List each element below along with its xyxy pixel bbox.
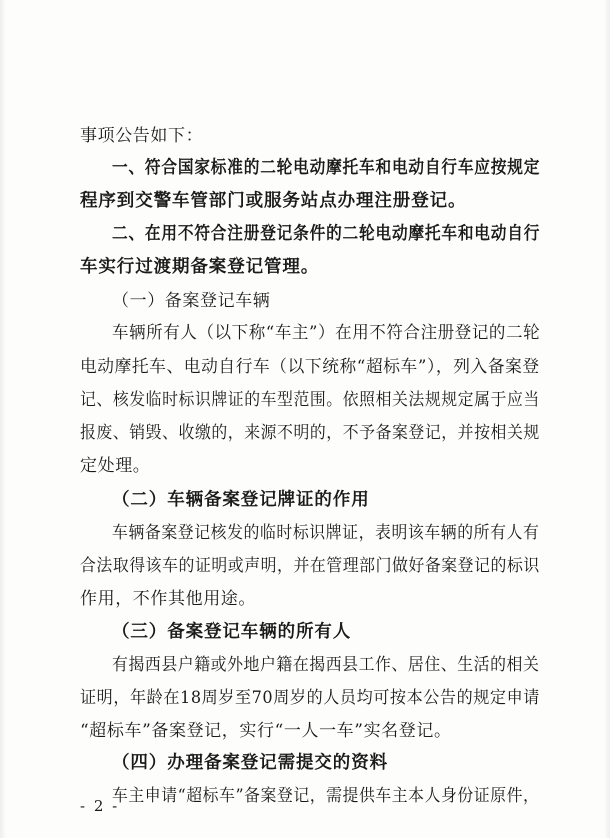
scan-edge-left xyxy=(0,0,6,838)
section-heading: 二、在用不符合注册登记条件的二轮电动摩托车和电动自行 xyxy=(112,224,541,244)
subsection-heading: （三）备案登记车辆的所有人 xyxy=(112,622,352,642)
text-line: 定处理。 xyxy=(80,456,151,476)
text-line: 证明，年龄在18周岁至70周岁的人员均可按本公告的规定申请 xyxy=(80,688,540,708)
section-heading: 车实行过渡期备案登记管理。 xyxy=(80,257,320,277)
text-line: 电动摩托车、电动自行车（以下统称“超标车”），列入备案登 xyxy=(80,357,540,377)
text-line: 车辆所有人（以下称“车主”）在用不符合注册登记的二轮 xyxy=(112,323,541,343)
text-line: 记、核发临时标识牌证的车型范围。依照相关法规规定属于应当 xyxy=(80,390,540,410)
page-number: - 2 - xyxy=(80,797,120,815)
section-heading: 程序到交警车管部门或服务站点办理注册登记。 xyxy=(80,191,467,211)
subsection-heading: （二）车辆备案登记牌证的作用 xyxy=(112,490,370,510)
text-line: 有揭西县户籍或外地户籍在揭西县工作、居住、生活的相关 xyxy=(112,655,540,675)
text-line: 车辆备案登记核发的临时标识牌证，表明该车辆的所有人有 xyxy=(112,523,540,543)
text-line: 合法取得该车的证明或声明，并在管理部门做好备案登记的标识 xyxy=(80,556,540,576)
text-line: 作用，不作其他用途。 xyxy=(80,589,256,609)
text-line: “超标车”备案登记，实行“一人一车”实名登记。 xyxy=(80,721,452,741)
text-line: 报废、销毁、收缴的，来源不明的，不予备案登记，并按相关规 xyxy=(80,423,540,443)
subsection-heading: （四）办理备案登记需提交的资料 xyxy=(112,753,388,773)
section-heading: 一、符合国家标准的二轮电动摩托车和电动自行车应按规定 xyxy=(112,158,541,178)
scan-edge-right xyxy=(604,0,610,838)
text-line: 车主申请“超标车”备案登记，需提供车主本人身份证原件， xyxy=(112,786,540,806)
subsection-heading: （一）备案登记车辆 xyxy=(112,291,271,311)
text-line: 事项公告如下： xyxy=(80,126,204,146)
